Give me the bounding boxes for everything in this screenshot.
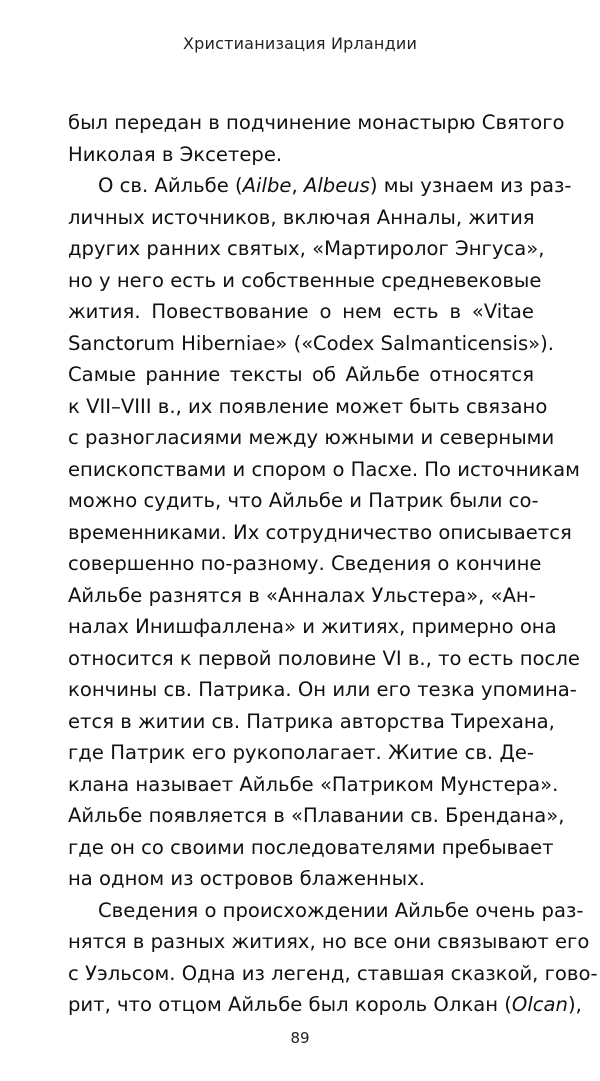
italic-term: Olcan	[511, 993, 568, 1016]
text-run: Николая в Эксетере.	[68, 142, 283, 166]
text-line	[68, 769, 559, 801]
text-line	[68, 926, 590, 958]
text-run: Самые ранние тексты об Айльбе относятся	[68, 363, 534, 386]
text-line	[68, 580, 534, 612]
text-line	[68, 863, 534, 895]
text-run: клана называет Айльбе «Патриком Мунстера».	[68, 772, 559, 796]
text-line	[68, 233, 545, 265]
text-run: совершенно по-разному. Сведения о кончине	[68, 552, 542, 575]
text-run: с Уэльсом. Одна из легенд, ставшая сказкой, гово-	[68, 961, 598, 985]
text-run: О св. Айльбе (	[98, 174, 243, 197]
text-line	[68, 737, 534, 769]
text-run: епископствами и спором о Пасхе. По источникам	[68, 457, 580, 481]
text-line	[68, 139, 534, 171]
text-run: кончины св. Патрика. Он или его тезка упомина-	[68, 678, 577, 701]
text-run: Сведения о происхождении Айльбе очень раз-	[98, 898, 584, 922]
text-run: нятся в разных житиях, но все они связывают его	[68, 930, 590, 953]
text-run: где Патрик его рукополагает. Житие св. Де-	[68, 741, 534, 764]
text-line	[68, 895, 584, 927]
page-number: 89	[290, 1029, 310, 1047]
text-line	[68, 485, 539, 517]
text-line	[68, 706, 555, 738]
text-run: личных источников, включая Анналы, жития	[68, 205, 535, 229]
text-run: был передан в подчинение монастырю Святого	[68, 111, 565, 134]
text-run: можно судить, что Айльбе и Патрик были со-	[68, 489, 539, 512]
text-line	[68, 296, 534, 328]
text-run: временниками. Их сотрудничество описывается	[68, 520, 572, 544]
running-head: Христианизация Ирландии	[182, 34, 418, 53]
text-run: относится к первой половине VI в., то есть после	[68, 646, 580, 670]
italic-term: Ailbe	[242, 174, 292, 197]
text-run: других ранних святых, «Мартиролог Энгуса»,	[68, 237, 545, 260]
text-run: жития. Повествование о нем есть в «Vitae	[68, 300, 534, 323]
text-line	[68, 202, 534, 234]
text-line	[68, 107, 565, 139]
text-line	[68, 265, 542, 297]
text-run: Айльбе появляется в «Плавании св. Брендана»,	[68, 804, 565, 827]
text-line	[68, 359, 534, 391]
text-line	[68, 328, 555, 360]
text-line	[68, 548, 542, 580]
text-run: Айльбе разнятся в «Анналах Ульстера», «Ан-	[68, 583, 536, 607]
body-text	[68, 107, 598, 1021]
text-line	[68, 391, 548, 423]
text-run: ),	[567, 993, 582, 1016]
text-run: Sanctorum Hiberniae» («Codex Salmanticensis»).	[68, 331, 555, 355]
text-run: ) мы узнаем из раз-	[369, 174, 572, 197]
text-run: ,	[291, 174, 304, 197]
text-run: ется в житии св. Патрика авторства Тирехана,	[68, 709, 555, 733]
text-line	[68, 674, 577, 706]
italic-term: Albeus	[303, 174, 370, 197]
text-line	[68, 611, 557, 643]
text-run: с разногласиями между южными и северными	[68, 426, 555, 449]
text-line	[68, 989, 582, 1021]
text-line	[68, 422, 555, 454]
text-line	[68, 800, 565, 832]
text-line	[68, 517, 572, 549]
text-line	[68, 643, 580, 675]
text-line	[68, 958, 598, 990]
text-run: где он со своими последователями пребывает	[68, 835, 554, 859]
text-run: но у него есть и собственные средневековые	[68, 268, 542, 292]
text-line	[68, 454, 580, 486]
text-run: налах Инишфаллена» и житиях, примерно она	[68, 615, 557, 638]
text-run: на одном из островов блаженных.	[68, 867, 425, 890]
text-run: к VII–VIII в., их появление может быть связано	[68, 394, 548, 418]
text-line	[68, 832, 554, 864]
text-run: рит, что отцом Айльбе был король Олкан (	[68, 993, 512, 1016]
text-line	[68, 170, 572, 202]
